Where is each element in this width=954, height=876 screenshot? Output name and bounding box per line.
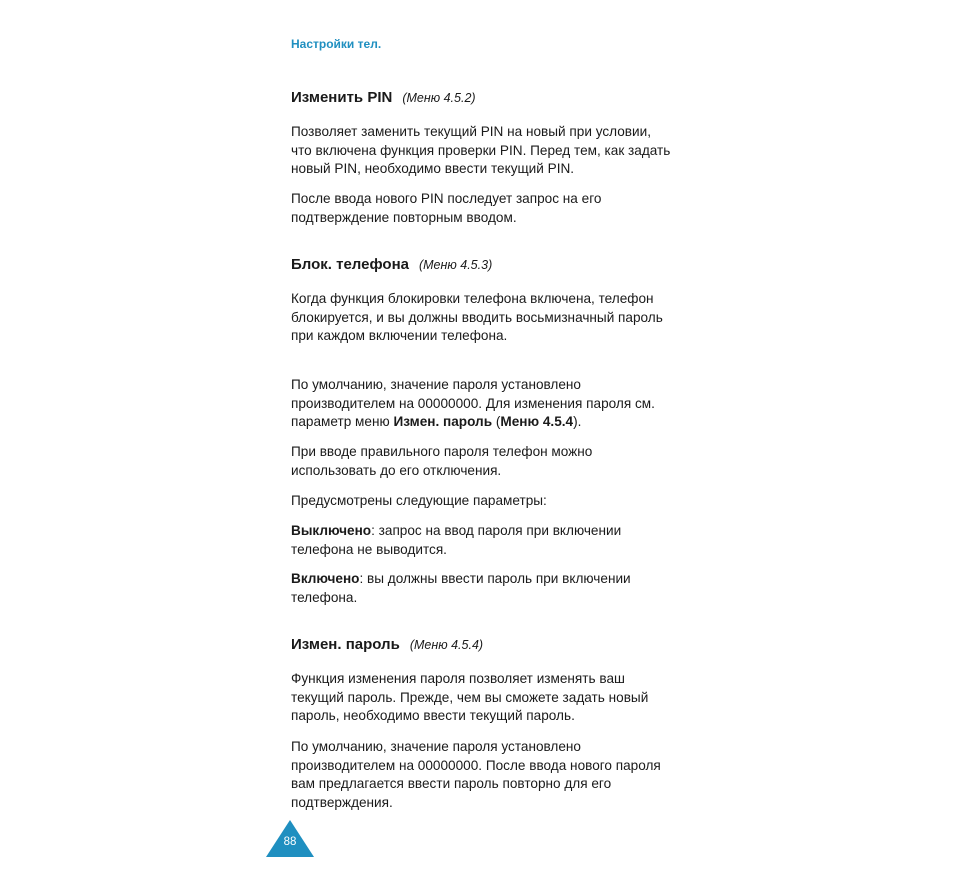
heading-change-pin [291, 89, 476, 106]
paragraph: После ввода нового PIN последует запрос на его подтверждение повторным вводом. [291, 191, 602, 225]
option-text: : вы должны ввести пароль при включении телефона. [291, 571, 631, 605]
option-label: Включено [291, 571, 360, 586]
menu-reference: (Меню 4.5.3) [418, 258, 493, 272]
page-number: 88 [283, 836, 297, 848]
menu-link-change-password: Измен. пароль [393, 414, 493, 430]
paragraph: Когда функция блокировки телефона включена, телефон блокируется, и вы должны вводить восьмизначный пароль при каждом включении телефона. [291, 291, 663, 344]
paragraph: При вводе правильного пароля телефон можно использовать до его отключения. [291, 444, 593, 478]
menu-reference: (Меню 4.5.4) [409, 638, 484, 652]
heading-title: Изменить PIN [291, 89, 393, 106]
heading-title: Измен. пароль [291, 636, 400, 653]
text: По умолчанию, значение пароля установлено производителем на 00000000. Для изменения пароля см. параметр меню [291, 377, 655, 430]
paragraph: Предусмотрены следующие параметры: [291, 493, 547, 508]
option-on [291, 570, 671, 607]
menu-number: Меню 4.5.4 [500, 414, 574, 430]
paragraph [291, 376, 671, 432]
paragraph: Позволяет заменить текущий PIN на новый при условии, что включена функция проверки PIN. Перед тем, как задать новый PIN, необходимо ввести текущий PIN. [291, 124, 671, 177]
heading-title: Блок. телефона [291, 256, 409, 273]
page-number-badge [266, 820, 316, 858]
heading-phone-lock [291, 256, 492, 273]
text: ). [573, 414, 582, 430]
paragraph: По умолчанию, значение пароля установлено производителем на 00000000. После ввода нового пароля вам предлагается ввести пароль повторно для его подтверждения. [291, 739, 661, 811]
heading-change-password [291, 636, 483, 653]
paragraph: Функция изменения пароля позволяет изменять ваш текущий пароль. Прежде, чем вы сможете задать новый пароль, необходимо ввести текущий пароль. [291, 671, 649, 724]
option-text: : запрос на ввод пароля при включении телефона не выводится. [291, 523, 622, 557]
menu-reference: (Меню 4.5.2) [402, 91, 476, 105]
section-header: Настройки тел. [291, 37, 382, 51]
option-off [291, 522, 671, 559]
option-label: Выключено [291, 523, 372, 538]
text: ( [492, 414, 501, 430]
